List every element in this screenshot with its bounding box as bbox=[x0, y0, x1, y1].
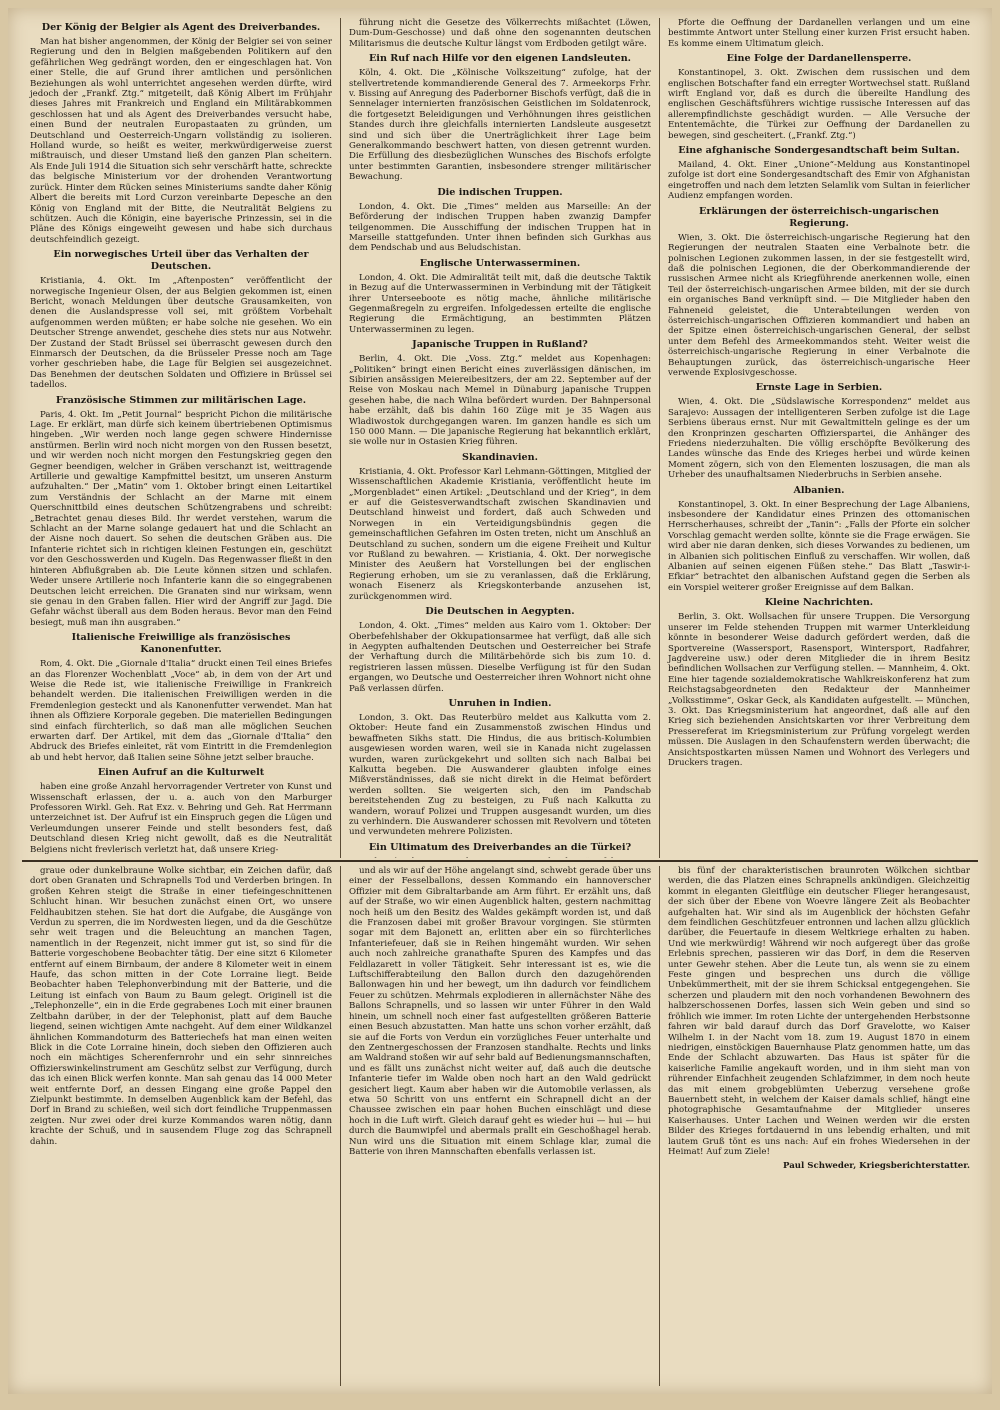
article-body: London, 4. Okt. Die „Times“ melden aus Marseille: An der Beförderung der indischen Truppen haben zwanzig Dampfer teilgenommen. Die Ausschiffung der indischen Truppen hat in Marseille stattgefunden. Unter ihnen befinden sich Gurkhas aus dem Pendschab und aus Beludschistan. bbox=[349, 201, 651, 254]
article-headline: Englische Unterwasserminen. bbox=[419, 257, 581, 269]
feuilleton-text: bis fünf der charakteristischen braunroten Wölkchen sichtbar werden, die das Platzen eines Schrapnells ankündigen. Gleichzeitig kommt in eleganten Gleitflüge ein deutscher Flieger herangesaust, der sich über der Ebene von Woevre längere Zeit als Beobachter aufgehalten hat. Wir sind als im Augenblick der höchsten Gefahr dem feindlichen Geschützfeuer entronnen und lachen allzu glücklich darüber, die Feuertaufe in diesem Weltkriege erhalten zu haben. Und wie merkwürdig! Während wir noch aufgeregt über das große Erlebnis sprechen, passieren wir das Dorf, in dem die Reserven unter Gewehr stehen. Aber die Leute tun, als wenn sie zu einem Feste gingen und besprechen uns durch die völlige Unbekümmertheit, mit der sie ihrem Schicksal entgegengehen. Sie scherzen und plaudern mit den noch vorhandenen Bewohnern des halbzerschossenen Dorfes, lassen sich Wein geben und sind so fröhlich wie immer. Im roten Lichte der untergehenden Herbstsonne fahren wir bald darauf durch das Dorf Gravelotte, wo Kaiser Wilhelm I. in der Nacht vom 18. zum 19. August 1870 in einem niedrigen, einstöckigen Bauernhause Platz genommen hatte, um das Ende der Schlacht abzuwarten. Das Haus ist später für die kaiserliche Familie angekauft worden, und in ihm sieht man von rührender Einfachheit zeugenden Schlafzimmer, in dem noch heute das mit einem grobgeblümten Ueberzug versehene große Bauernbett steht, in welchem der Kaiser damals schlief, hängt eine photographische Gesamtaufnahme der Mitglieder unseres Kaiserhauses. Unter Lachen und Weinen werden wir die ersten Bilder des Krieges fortdauernd in uns lebendig erhalten, und mit lautem Gruß tönt es uns nach: Auf ein frohes Wiedersehen in der Heimat! Auf zum Ziele! bbox=[668, 866, 970, 1157]
newspaper-page bbox=[8, 8, 992, 1394]
article-headline: Ein Ultimatum des Dreiverbandes an die Türkei? bbox=[368, 841, 632, 853]
article-headline: Französische Stimmen zur militärischen Lage. bbox=[55, 394, 307, 406]
column-2 bbox=[340, 18, 659, 858]
column-1 bbox=[22, 18, 340, 858]
article-body: Konstantinopel, 3. Okt. In einer Besprechung der Lage Albaniens, insbesondere der Kandidatur eines Prinzen des ottomanischen Herrscherhauses, schreibt der „Tanin“: „Falls der Pforte ein solcher Vorschlag gemacht werden sollte, könnte sie die Frage erwägen. Sie wird aber nie daran denken, sich dieses Vorwandes zu bedienen, um in Albanien sich politischen Einfluß zu verschaffen. Wir wollen, daß Albanien auf seinen eigenen Füßen stehe.“ Das Blatt „Taswir-i-Efkiar“ betrachtet den albanischen Aufstand gegen die Serben als ein Vorspiel weiterer großer Ereignisse auf dem Balkan. bbox=[668, 499, 970, 593]
article-body: haben eine große Anzahl hervorragender Vertreter von Kunst und Wissenschaft erlassen, der u. a. auch von den Marburger Professoren Wirkl. Geh. Rat Exz. v. Behring und Geh. Rat Herrmann unterzeichnet ist. Der Aufruf ist ein Einspruch gegen die Lügen und Verleumdungen unserer Feinde und stellt besonders fest, daß Deutschland diesen Krieg nicht gewollt, daß es die Neutralität Belgiens nicht frevlerisch verletzt hat, daß unsere Krieg- bbox=[30, 782, 332, 855]
article-headline: Ernste Lage in Serbien. bbox=[755, 382, 883, 394]
article-headline: Ein Ruf nach Hilfe vor den eigenen Landsleuten. bbox=[368, 53, 632, 65]
article-body: Kristiania, 4. Okt. Im „Aftenposten“ veröffentlicht der norwegische Ingenieur Olsen, der aus Belgien gekommen ist, einen Bericht, wonach Meldungen über deutsche Grausamkeiten, von denen die Auslandspresse voll sei, mit größtem Vorbehalt aufgenommen werden müßten; er habe solche nie gesehen. Wo ein Deutscher Strenge anwendet, geschehe dies stets nur aus Notwehr. Der Zustand der Stadt Brüssel sei überrascht gewesen durch den Einmarsch der Deutschen, da die Brüsseler Presse noch am Tage vorher geschrieben habe, die Lage für Belgien sei ausgezeichnet. Das Benehmen der deutschen Soldaten und Offiziere in Brüssel sei tadellos. bbox=[30, 276, 332, 391]
section-divider bbox=[22, 860, 978, 862]
article-headline: Unruhen in Indien. bbox=[448, 697, 552, 709]
article-headline: Italienische Freiwillige als französisches Kanonenfutter. bbox=[71, 632, 291, 656]
article-headline: Japanische Truppen in Rußland? bbox=[412, 339, 588, 351]
article-headline: Die Deutschen in Aegypten. bbox=[425, 606, 575, 618]
article-body: London, 4. Okt. „Times“ melden aus Kairo vom 1. Oktober: Der Oberbefehlshaber der Okkupationsarmee hat verfügt, daß alle sich in Aegypten aufhaltenden Deutschen und Oesterreicher bei Strafe der Verhaftung durch die Militärbehörde sich bis zum 10. d. registrieren lassen müssen. Dieselbe Verfügung ist für den Sudan ergangen, wo Deutsche und Oesterreicher ihren Wohnort nicht ohne Paß verlassen dürfen. bbox=[349, 621, 651, 694]
article-body: Man hat bisher angenommen, der König der Belgier sei von seiner Regierung und den in Belgien maßgebenden Politikern auf den gefährlichen Weg gedrängt worden, den er eingeschlagen hat. Von einer Stelle, die auf Grund ihrer amtlichen und persönlichen Beziehungen als wohl unterrichtet angesehen werden dürfte, wird jedoch der „Frankf. Ztg.“ mitgeteilt, daß König Albert im Frühjahr dieses Jahres mit Frankreich und England ein Militärabkommen geschlossen hat und als Agent des Dreiverbandes versucht habe, einen Bund der neutralen Europastaaten zu gründen, um Deutschland und Oesterreich-Ungarn vollständig zu isolieren. Holland wurde, so heißt es weiter, merkwürdigerweise zuerst mißtrauisch, und dieser Umstand ließ den ganzen Plan scheitern. Als Ende Juli 1914 die Situation sich sehr verschärft hatte, schreckte das belgische Ministerium vor der drohenden Verantwortung zurück. Hinter dem Rücken seines Ministeriums sandte daher König Albert die bereits mit Lord Curzon vereinbarte Depesche an den König von England mit der Bitte, die Neutralität Belgiens zu schützen. Auch die Königin, eine bayerische Prinzessin, sei in die Pläne des Königs eingeweiht gewesen und habe sich durchaus deutschfeindlich gezeigt. bbox=[30, 37, 332, 245]
article-body: Wien, 4. Okt. Die „Südslawische Korrespondenz“ meldet aus Sarajevo: Aussagen der intelligenteren Serben zufolge ist die Lage Serbiens überaus ernst. Nur mit Gewaltmitteln gelinge es der um den Kronprinzen gescharten Offizierspartei, die Anhänger des Friedens niederzuhalten. Die völlig erschöpfte Bevölkerung des Landes wünsche das Ende des Krieges herbei und würde keinen Moment zögern, sich von den Elementen loszusagen, die man als Urheber des unaufhaltsamen Niederbruchs in Serbien ansehe. bbox=[668, 397, 970, 481]
article-headline: Skandinavien. bbox=[462, 451, 538, 463]
feuilleton-text: und als wir auf der Höhe angelangt sind, schwebt gerade über uns einer der Fesselballons, dessen Kommando ein hannoverscher Offizier mit dem Gibraltarbande am Arm führt. Er erzählt uns, daß auf der Straße, wo wir einen Augenblick halten, gestern nachmittag noch heiß um den Besitz des Waldes gekämpft worden ist, und daß die Franzosen dabei mit großer Bravour vorgingen. Sie stürmten sogar mit dem Bajonett an, erlitten aber ein so fürchterliches Infanteriefeuer, daß sie in Reihen hingemäht wurden. Wir sehen auch noch zahlreiche granathafte Spuren des Kampfes und das Feldlazarett in voller Tätigkeit. Sehr interessant ist es, wie die Luftschifferabteilung den Ballon durch den dazugehörenden Ballonwagen hin und her bewegt, um ihn dadurch vor feindlichem Feuer zu schützen. Mehrmals explodieren in allernächster Nähe des Ballons Schrapnells, und so lassen wir unter Führer in den Wald hinein, um schnell noch einer fast aufgestellten größeren Batterie einen Besuch abzustatten. Man hatte uns schon vorher erzählt, daß sie auf die Forts von Verdun ein vorzügliches Feuer unterhalte und den Zentnergeschossen der Franzosen standhalte. Rechts und links am Waldrand stoßen wir auf sehr bald auf Bedienungsmannschaften, und es fällt uns zunächst nicht weiter auf, daß auch die deutsche Infanterie tiefer im Walde oben noch hart an den Wald gedrückt gesichert liegt. Kaum aber haben wir die Automobile verlassen, als etwa 50 Schritt von uns entfernt ein Schrapnell dicht an der Chaussee zwischen ein paar hohen Buchen einschlägt und diese hoch in die Luft wirft. Gleich darauf geht es wieder hui — hui — hui durch die Baumwipfel und abermals prallt ein Geschoßhagel herab. Nun wird uns die Situation mit einem Schlage klar, zumal die Batterie von ihren Mannschaften ebenfalls verlassen ist. bbox=[349, 866, 651, 1157]
column-3 bbox=[659, 18, 978, 858]
bottom-column-2 bbox=[340, 866, 659, 1386]
article-body: Pforte die Oeffnung der Dardanellen verlangen und um eine bestimmte Antwort unter Stellung einer kurzen Frist ersucht haben. Es komme einem Ultimatum gleich. bbox=[668, 18, 970, 49]
article-headline: Einen Aufruf an die Kulturwelt bbox=[97, 767, 265, 779]
article-body: Wien, 3. Okt. Die österreichisch-ungarische Regierung hat den Regierungen der neutralen Staaten eine Verbalnote betr. die polnischen Legionen zukommen lassen, in der sie festgestellt wird, daß die polnischen Legionen, die der Oberkommandierende der russischen Armee nicht als Kriegführende anerkennen wolle, einen Teil der österreichisch-ungarischen Armee bilden, mit der sie durch ein organisches Band verknüpft sind. — Die Mitglieder haben den Fahneneid geleistet, die Unterabteilungen werden von österreichisch-ungarischen Offizieren kommandiert und haben an der Spitze einen österreichisch-ungarischen General, der selbst unter dem Befehl des Armeekommandos steht. Weiter weist die österreichisch-ungarische Regierung in einer Verbalnote die Behauptungen zurück, das österreichisch-ungarische Heer verwende Explosivgeschosse. bbox=[668, 232, 970, 378]
article-body: Kristiania, 4. Okt. Professor Karl Lehmann-Göttingen, Mitglied der Wissenschaftlichen Akademie Kristiania, veröffentlicht heute im „Morgenbladet“ einen Artikel: „Deutschland und der Krieg“, in dem er auf die Geistesverwandtschaft zwischen Skandinavien und Deutschland hinweist und fordert, daß auch Schweden und Norwegen in ein Verteidigungsbündnis gegen die gemeinschaftlichen Gefahren im Osten treten, nicht um Anschluß an Deutschland zu suchen, sondern um die eigene Freiheit und Kultur vor Rußland zu bewahren. — Kristiania, 4. Okt. Der norwegische Minister des Aeußern hat Vorstellungen bei der englischen Regierung erhoben, um sie zu veranlassen, daß die Erklärung, wonach Eisenerz als Kriegskonterbande anzusehen ist, zurückgenommen wird. bbox=[349, 466, 651, 602]
article-headline: Eine afghanische Sondergesandtschaft beim Sultan. bbox=[678, 145, 960, 157]
article-body: Berlin, 4. Okt. Die „Voss. Ztg.“ meldet aus Kopenhagen: „Politiken“ bringt einen Bericht eines zuverlässigen dänischen, im Sibirien ansässigen Meiereibesitzers, der am 22. September auf der Reise von Moskau nach Memel in Dünaburg japanische Truppen gesehen habe, die nach Wilna befördert wurden. Der Bahnpersonal habe erzählt, daß bis dahin 160 Züge mit je 35 Wagen aus Wladiwostok durchgegangen waren. Im ganzen handle es sich um 150 000 Mann. — Die japanische Regierung hat bekanntlich erklärt, sie wolle nur in Ostasien Krieg führen. bbox=[349, 354, 651, 448]
article-headline: Die indischen Truppen. bbox=[437, 186, 563, 198]
bottom-column-1 bbox=[22, 866, 340, 1386]
article-body: London, 3. Okt. Das Reuterbüro meldet aus Kalkutta vom 2. Oktober: Heute fand ein Zusammenstoß zwischen Hindus und bewaffneten Sikhs statt. Die Hindus, die aus britisch-Kolumbien ausgewiesen worden waren, weil sie in Kanada nicht zugelassen wurden, waren zurückgekehrt und sollten sich nach Balbai bei Kalkutta begeben. Die Auswanderer glaubten infolge eines Mißverständnisses, daß sie nicht direkt in die Heimat befördert werden sollten. Sie weigerten sich, den im Pandschab bereitstehenden Zug zu besteigen, zu Fuß nach Kalkutta zu wandern, worauf Polizei und Truppen ausgesandt wurden, um dies zu verhindern. Die Auswanderer schossen mit Revolvern und töteten und verwundeten mehrere Polizisten. bbox=[349, 712, 651, 838]
bottom-column-3 bbox=[659, 866, 978, 1386]
article-body: Köln, 4. Okt. Die „Kölnische Volkszeitung“ zufolge, hat der stellvertretende kommandierende General des 7. Armeekorps Frhr. v. Bissing auf Anregung des Paderborner Bischofs verfügt, daß die in Sennelager internierten französischen Geistlichen im Soldatenrock, die fortgesetzt Beleidigungen und Verhöhnungen ihres geistlichen Standes durch ihre gleichfalls internierten Landsleute ausgesetzt sind und sich über die Unerträglichkeit ihrer Lage beim Generalkommando beschwert hatten, von diesen getrennt wurden. Die Erfüllung des diesbezüglichen Wunsches des Bischofs erfolgte unter bestimmten Garantien, insbesondere strenger militärischer Bewachung. bbox=[349, 68, 651, 183]
article-headline: Kleine Nachrichten. bbox=[764, 597, 874, 609]
article-headline: Erklärungen der österreichisch-ungarischen Regierung. bbox=[699, 205, 939, 229]
article-headline: Der König der Belgier als Agent des Dreiverbandes. bbox=[41, 22, 321, 33]
article-body: Rom, 4. Okt. Die „Giornale d'Italia“ druckt einen Teil eines Briefes an das Florenzer Wochenblatt „Voce“ ab, in dem von der Art und Weise die Rede ist, wie italienische Freiwillige in Frankreich behandelt werden. Die italienischen Freiwilligen werden in die Fremdenlegion gesteckt und als Kanonenfutter verwendet. Man hat ihnen als Offiziere Korporale gegeben. Die materiellen Bedingungen sind einfach fürchterlich, so daß man alle möglichen Seuchen erwarten darf. Der Artikel, mit dem das „Giornale d'Italia“ den Abdruck des Briefes einleitet, rät vom Eintritt in die Fremdenlegion ab und hebt hervor, daß Italien seine Söhne jetzt selber brauche. bbox=[30, 659, 332, 763]
article-headline: Albanien. bbox=[793, 484, 845, 496]
author-signature: Paul Schweder, Kriegsberichterstatter. bbox=[782, 1161, 970, 1172]
article-headline: Ein norwegisches Urteil über das Verhalten der Deutschen. bbox=[53, 249, 309, 273]
article-body: Mailand, 4. Okt. Einer „Unione“-Meldung aus Konstantinopel zufolge ist dort eine Sondergesandtschaft des Emir von Afghanistan eingetroffen und nach dem letzten Selamlik vom Sultan in feierlicher Audienz empfangen worden. bbox=[668, 160, 970, 202]
article-body: Paris, 4. Okt. Im „Petit Journal“ bespricht Pichon die militärische Lage. Er erklärt, man dürfe sich keinem übertriebenen Optimismus hingeben. „Wir werden noch lange gegen schwere Hindernisse anstürmen. Berlin wird noch nicht morgen von den Russen besetzt, und wir werden noch nicht morgen den Festungskrieg gegen den Gegner beendigen, welcher in Gräben verschanzt ist, weittragende Artillerie und gewaltige Kampfmittel besitzt, um unseren Ansturm aufzuhalten.“ Der „Matin“ vom 1. Oktober bringt einen Leitartikel zum Verständnis der Schlacht an der Marne mit einem Querschnittbild eines deutschen Schützengrabens und schreibt: „Betrachtet genau dieses Bild. Ihr werdet verstehen, warum die Schlacht an der Marne solange gedauert hat und die Schlacht an der Aisne noch dauert. So sehen die deutschen Gräben aus. Die Infanterie richtet sich in richtigen kleinen Festungen ein, geschützt vor den Geschosswerden und Kugeln. Das Regenwasser fließt in den hinteren Abflußgraben ab. Die Leute können sitzen und schlafen. Weder unsere Artillerie noch Infanterie kann die so eingegrabenen Deutschen leicht erreichen. Die Granaten sind nur wirksam, wenn sie genau in den Graben fallen. Hier wird der Angriff zur Jagd. Die Gefahr wächst überall aus dem Boden heraus. Bevor man den Feind besiegt, muß man ihn ausgraben.“ bbox=[30, 409, 332, 628]
article-body: Berlin, 3. Okt. Wollsachen für unsere Truppen. Die Versorgung unserer im Felde stehenden Truppen mit warmer Unterkleidung könnte in besonderer Weise dadurch gefördert werden, daß die Sportvereine (Wassersport, Rasensport, Wintersport, Radfahrer, Jagdvereine usw.) oder deren Mitglieder die in ihrem Besitz befindlichen Wollsachen zur Verfügung stellen. — Mannheim, 4. Okt. Eine hier tagende sozialdemokratische Wahlkreiskonferenz hat zum Reichstagsabgeordneten den Redakteur der Mannheimer „Volksstimme“, Oskar Geck, als Kandidaten aufgestellt. — München, 3. Okt. Das Kriegsministerium hat angeordnet, daß alle auf den Krieg sich beziehenden Ansichtskarten vor ihrer Verbreitung dem Pressereferat im Kriegsministerium zur Prüfung vorgelegt werden müssen. Die Auslagen in den Schaufenstern werden überwacht; die Ansichtspostkarten müssen Namen und Wohnort des Verlegers und Druckers tragen. bbox=[668, 612, 970, 768]
article-body: London, 4. Okt. Die Admiralität teilt mit, daß die deutsche Taktik in Bezug auf die Unterwasserminen in Verbindung mit der Tätigkeit ihrer Unterseeboote es nötig mache, ähnliche militärische Gegenmaßregeln zu ergreifen. Infolgedessen erteilte die englische Regierung die Ermächtigung, an bestimmten Plätzen Unterwasserminen zu legen. bbox=[349, 272, 651, 335]
article-body bbox=[349, 857, 651, 858]
article-headline: Eine Folge der Dardanellensperre. bbox=[726, 53, 912, 65]
article-body: Konstantinopel, 3. Okt. Zwischen dem russischen und dem englischen Botschafter fand ein erregter Wortwechsel statt. Rußland wirft England vor, daß es durch die übereilte Handlung des englischen Geschäftsführers wichtige russische Interessen auf das allerempfindlichste geschädigt wurden. — Alle Versuche der Ententemächte, die Türkei zur Oeffnung der Dardanellen zu bewegen, sind gescheitert. („Frankf. Ztg.“) bbox=[668, 68, 970, 141]
article-body: führung nicht die Gesetze des Völkerrechts mißachtet (Löwen, Dum-Dum-Geschosse) und daß ohne den sogenannten deutschen Militarismus die deutsche Kultur längst vom Erdboden getilgt wäre. bbox=[349, 18, 651, 49]
feuilleton-text: graue oder dunkelbraune Wolke sichtbar, ein Zeichen dafür, daß dort oben Granaten und Schrapnells Tod und Verderben bringen. In großen Kehren steigt die Straße in einer tiefeingeschnittenen Schlucht hinan. Wir besuchen zunächst einen Ort, wo unsere Feldhaubitzen stehen. Sie hat dort die Aufgabe, die Ausgänge von Verdun zu sperren, die im Nordwesten liegen, und da die Geschütze sehr weit tragen und die Beleuchtung an manchen Tagen, namentlich in der Regenzeit, nicht immer gut ist, so sind für die Batterie vorgeschobene Beobachter tätig. Der eine sitzt 6 Kilometer entfernt auf einem Birnbaum, der andere 8 Kilometer weit in einem Haufe, das schon mitten in der Cote Lorraine liegt. Beide Beobachter haben Telephonverbindung mit der Batterie, und die Leitung ist einfach von Baum zu Baum gelegt. Originell ist die „Telephonzelle“, ein in die Erde gegrabenes Loch mit einer braunen Zeltbahn darüber, in der der Telephonist, platt auf dem Bauche liegend, seinen wichtigen Amte nachgeht. Auf dem einer Wildkanzel ähnlichen Kommandoturm des Batteriechefs hat man einen weiten Blick in die Cote Lorraine hinein, doch sieben den Offizieren auch noch ein mächtiges Scherenfernrohr und ein sehr sinnreiches Offizierswinkelinstrument am Geschütz selbst zur Verfügung, durch das ich einen Blick werfen konnte. Man sah genau das 14 000 Meter weit entfernte Dorf, an dessen Eingang eine große Pappel den Zielpunkt bestimmte. In demselben Augenblick kam der Befehl, das Dorf in Brand zu schießen, weil sich dort feindliche Truppenmassen zeigten. Nur zwei oder drei kurze Kommandos waren nötig, dann krachte der Schuß, und in sausendem Fluge zog das Schrapnell dahin. bbox=[30, 866, 332, 1147]
top-section bbox=[22, 18, 978, 858]
bottom-section bbox=[22, 866, 978, 1386]
